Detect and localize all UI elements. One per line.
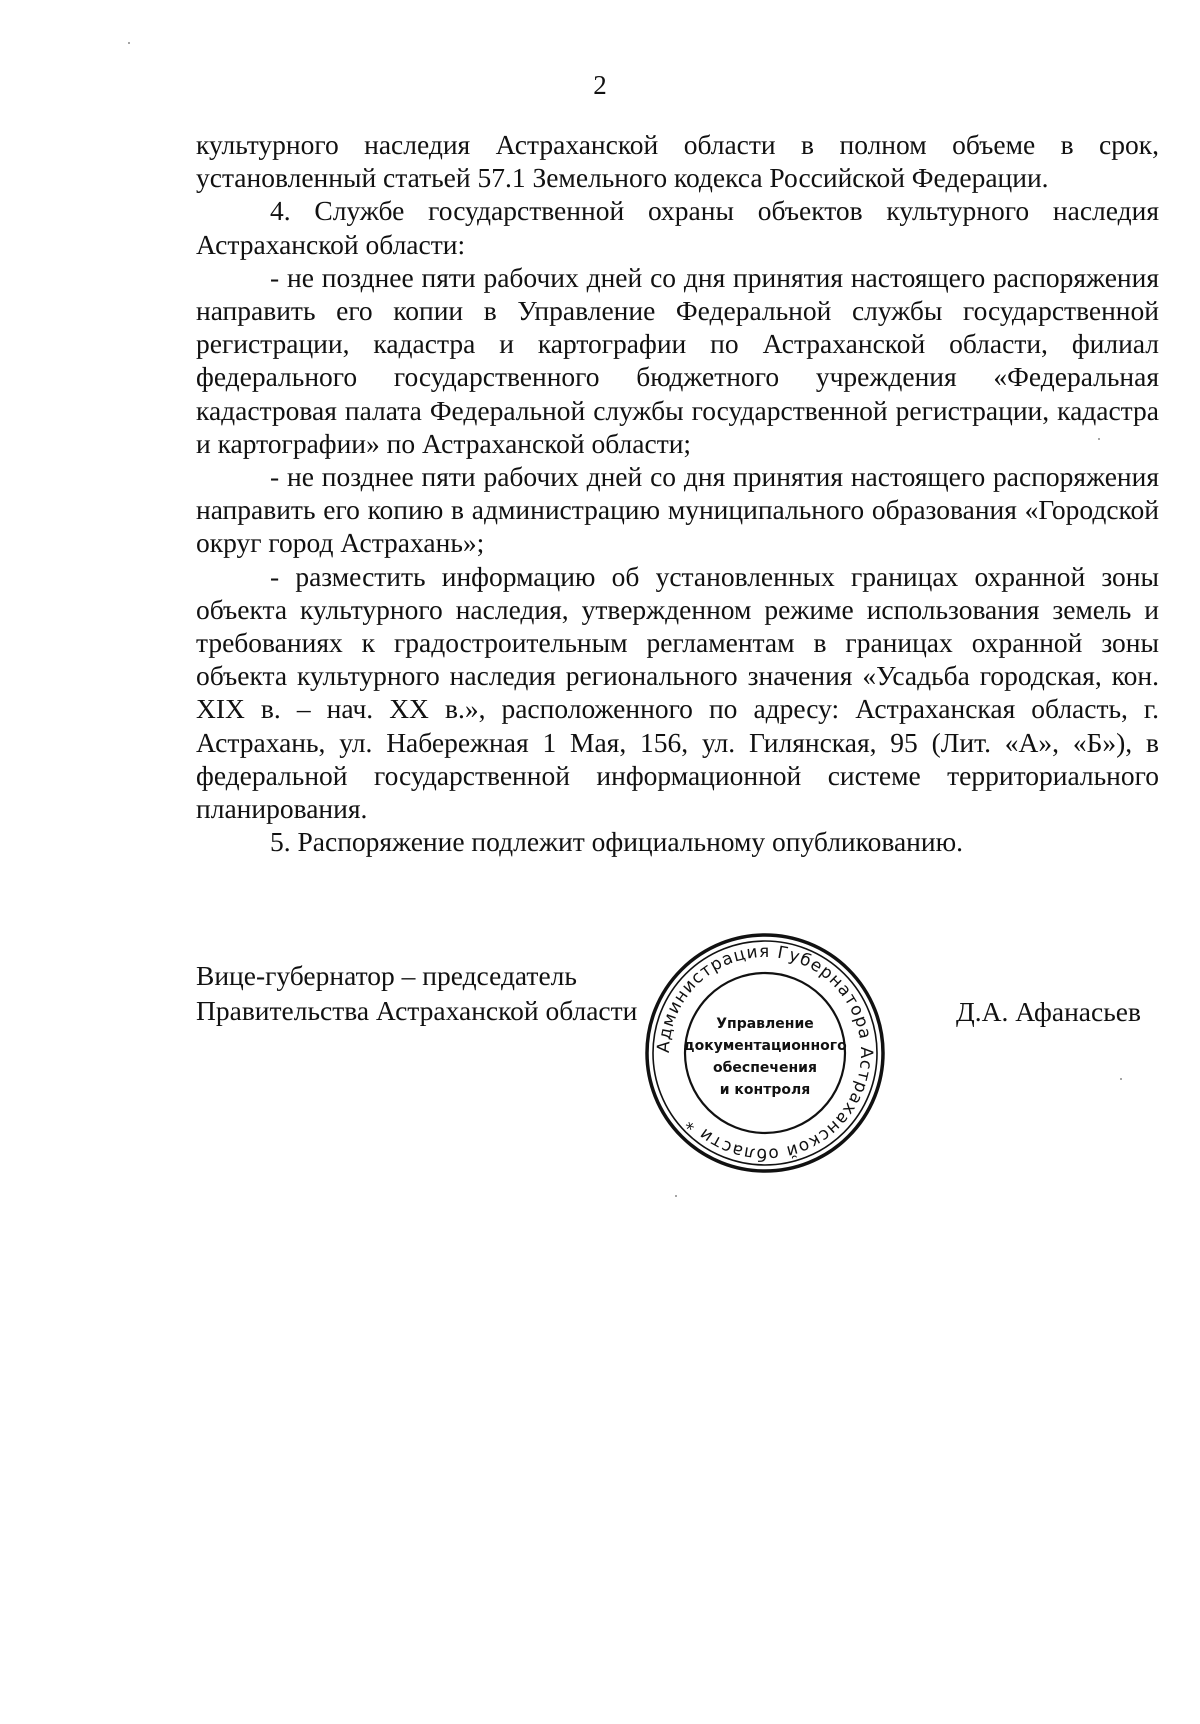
paragraph-item-5: 5. Распоряжение подлежит официальному опубликованию. [270, 826, 964, 858]
paragraph-bullet-copies: - не позднее пяти рабочих дней со дня принятия настоящего распоряжения направить его копии в Управление Федеральной службы государственной регистрации, кадастра и картографии по Астраханской области, филиал федерального государственного бюджетного учреждения «Федеральная кадастровая палата Федеральной службы государственной регистрации, кадастра и картографии» по Астраханской области; [196, 261, 1159, 459]
scan-speck [1120, 1078, 1122, 1080]
signatory-title [196, 958, 637, 1028]
paragraph-continuation: культурного наследия Астраханской области в полном объеме в срок, установленный статьей 57.1 Земельного кодекса Российской Федерации. [196, 129, 1159, 194]
paragraph-item-4: 4. Службе государственной охраны объектов культурного наследия Астраханской области: [196, 195, 1159, 260]
stamp-center-line-3: обеспечения [713, 1060, 817, 1076]
signatory-name: Д.А. Афанасьев [956, 996, 1141, 1027]
stamp-outer-text: Администрация Губернатора Астраханской области * [653, 941, 877, 1165]
paragraph-bullet-publish-info: - разместить информацию об установленных границах охранной зоны объекта культурного наследия, утвержденном режиме использования земель и требованиях к градостроительным регламентам в границах охранной зоны объекта культурного наследия регионального значения «Усадьба городская, кон. XIX в. – нач. XX в.», расположенного по адресу: Астраханская область, г. Астрахань, ул. Набережная 1 Мая, 156, ул. Гилянская, 95 (Лит. «А», «Б»), в федеральной государственной информационной системе территориального планирования. [196, 560, 1159, 825]
scan-speck [675, 1195, 677, 1197]
document-body [196, 128, 1159, 858]
paragraph-bullet-administration: - не позднее пяти рабочих дней со дня принятия настоящего распоряжения направить его копию в администрацию муниципального образования «Городской округ город Астрахань»; [196, 461, 1159, 559]
scan-speck [128, 42, 130, 44]
stamp-center-line-4: и контроля [719, 1082, 811, 1098]
scan-speck [1098, 438, 1100, 440]
stamp-center-line-2: документационного [683, 1038, 847, 1054]
page-number: 2 [593, 70, 607, 100]
stamp-center-line-1: Управление [716, 1016, 814, 1032]
signatory-title-line2: Правительства Астраханской области [196, 995, 638, 1026]
signatory-title-line1: Вице-губернатор – председатель [196, 960, 577, 991]
stamp-seal-graphic [640, 928, 890, 1178]
official-stamp [640, 928, 890, 1178]
